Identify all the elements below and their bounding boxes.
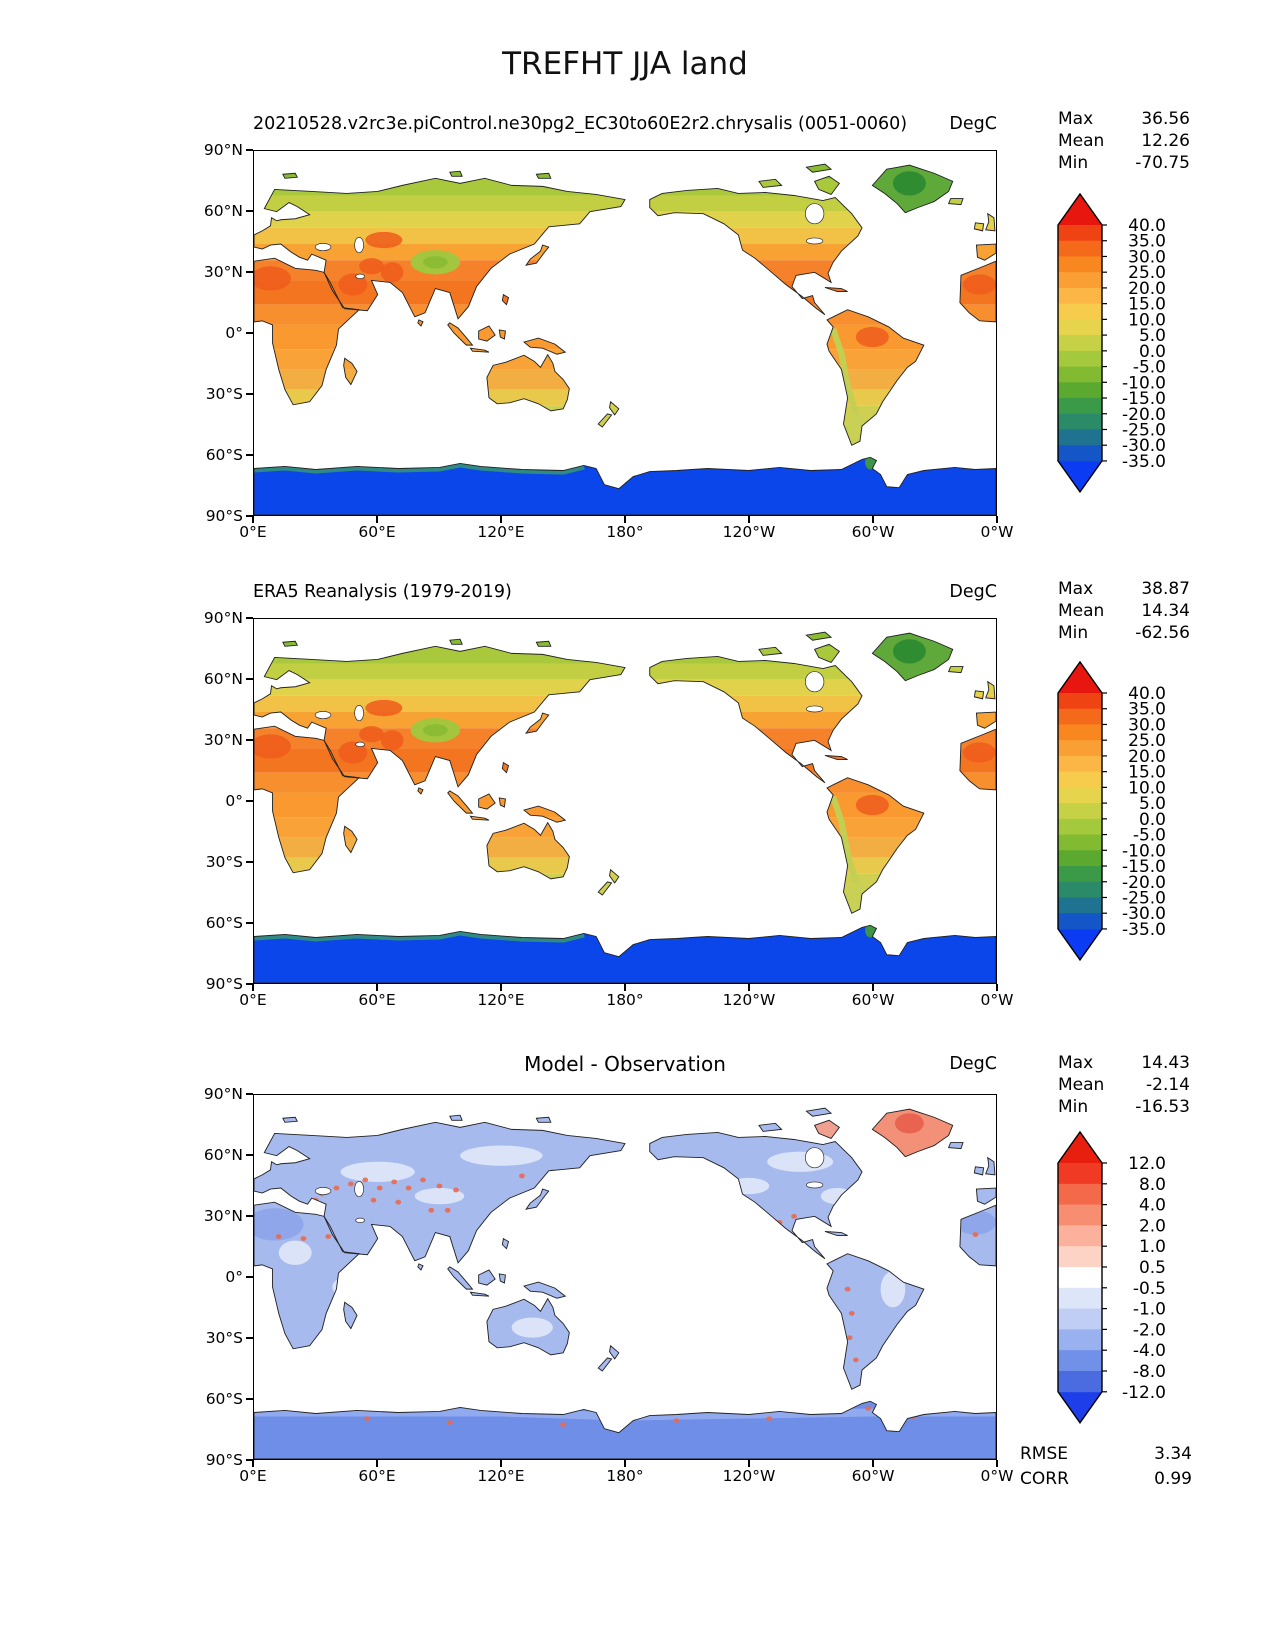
lon-tick-label: 0°E [239, 1467, 267, 1485]
stat-max-label: Max [1058, 109, 1094, 129]
colorbar-svg [1056, 190, 1216, 495]
lat-tick-label: 30°S [205, 853, 243, 871]
colorbar-tick-label: 30.0 [1128, 715, 1166, 736]
colorbar-tick-label: 30.0 [1128, 247, 1166, 268]
lon-tickmark [376, 516, 378, 523]
lat-tickmark [246, 739, 253, 741]
panel1-stats [1058, 108, 1190, 174]
panel1-map-svg [254, 151, 996, 515]
stat-max-value: 38.87 [1141, 579, 1190, 599]
colorbar-tick-label: 8.0 [1138, 1174, 1166, 1195]
stat-min-row [1058, 1096, 1190, 1118]
lat-tick-label: 30°S [205, 1329, 243, 1347]
lon-tick-label: 180° [606, 991, 644, 1009]
panel1-colorbar [1056, 190, 1216, 499]
stat-min-row [1058, 622, 1190, 644]
colorbar-tick-label: -35.0 [1122, 451, 1166, 472]
colorbar-tick-label: 25.0 [1128, 263, 1166, 284]
stat-mean-row [1058, 1074, 1190, 1096]
colorbar-tick-label: 10.0 [1128, 310, 1166, 331]
panel2-colorbar [1056, 658, 1216, 967]
lat-tick-label: 0° [225, 1268, 243, 1286]
colorbar-tick-label: 15.0 [1128, 762, 1166, 783]
colorbar-tick-label: -30.0 [1122, 436, 1166, 457]
lon-tickmark [624, 984, 626, 991]
panel1-title: 20210528.v2rc3e.piControl.ne30pg2_EC30to60E2r2.chrysalis (0051-0060) [253, 114, 908, 134]
colorbar-tick-label: -4.0 [1132, 1341, 1166, 1362]
metrics-block [1020, 1442, 1192, 1492]
lat-tick-label: 30°N [203, 263, 243, 281]
panel1-map [253, 150, 997, 516]
panel3-title: Model - Observation [524, 1052, 726, 1076]
colorbar-tick-label: 35.0 [1128, 699, 1166, 720]
lon-tickmark [376, 1460, 378, 1467]
colorbar-tick-label: 4.0 [1138, 1195, 1166, 1216]
lat-tickmark [246, 1154, 253, 1156]
colorbar-tick-label: -35.0 [1122, 919, 1166, 940]
lat-tick-label: 30°N [203, 1207, 243, 1225]
lon-tickmark [252, 516, 254, 523]
stat-mean-value: 14.34 [1141, 601, 1190, 621]
stat-mean-label: Mean [1058, 1075, 1105, 1095]
lat-tickmark [246, 922, 253, 924]
colorbar-tick-label: -30.0 [1122, 904, 1166, 925]
colorbar-tick-label: -8.0 [1132, 1361, 1166, 1382]
lon-tick-label: 120°W [722, 991, 776, 1009]
colorbar-tick-label: -5.0 [1132, 825, 1166, 846]
panel2-stats [1058, 578, 1190, 644]
stat-max-value: 36.56 [1141, 109, 1190, 129]
lon-tickmark [748, 984, 750, 991]
lat-tick-label: 0° [225, 792, 243, 810]
stat-mean-row [1058, 130, 1190, 152]
corr-value: 0.99 [1154, 1469, 1192, 1489]
lon-tickmark [500, 984, 502, 991]
rmse-label: RMSE [1020, 1444, 1069, 1464]
lat-tickmark [246, 1398, 253, 1400]
lat-tickmark [246, 617, 253, 619]
lon-tick-label: 60°W [851, 523, 895, 541]
colorbar-tick-label: 20.0 [1128, 746, 1166, 767]
lon-tickmark [500, 1460, 502, 1467]
lat-tick-label: 60°S [205, 1390, 243, 1408]
colorbar-tick-label: -15.0 [1122, 857, 1166, 878]
colorbar-tick-label: 35.0 [1128, 231, 1166, 252]
panel3-colorbar [1056, 1128, 1216, 1430]
colorbar-tick-label: 10.0 [1128, 778, 1166, 799]
lon-tickmark [500, 516, 502, 523]
colorbar-tick-label: -1.0 [1132, 1299, 1166, 1320]
lat-tick-label: 60°N [203, 202, 243, 220]
lat-tickmark [246, 393, 253, 395]
stat-min-value: -62.56 [1135, 623, 1190, 643]
panel2-map-svg [254, 619, 996, 983]
stat-max-value: 14.43 [1141, 1053, 1190, 1073]
stat-min-label: Min [1058, 153, 1089, 173]
lat-tick-label: 90°S [205, 1451, 243, 1469]
lon-tick-label: 180° [606, 523, 644, 541]
lon-tickmark [624, 1460, 626, 1467]
lat-tick-label: 60°S [205, 914, 243, 932]
stat-max-label: Max [1058, 579, 1094, 599]
colorbar-tick-label: 5.0 [1138, 326, 1166, 347]
stat-max-row [1058, 108, 1190, 130]
colorbar-tick-label: 0.5 [1138, 1257, 1166, 1278]
lon-tickmark [872, 516, 874, 523]
lat-tickmark [246, 1337, 253, 1339]
lon-tick-label: 0°W [980, 1467, 1014, 1485]
lat-tick-label: 90°S [205, 975, 243, 993]
lat-tickmark [246, 800, 253, 802]
lat-tickmark [246, 1093, 253, 1095]
lon-tickmark [872, 984, 874, 991]
stat-max-row [1058, 578, 1190, 600]
stat-mean-label: Mean [1058, 131, 1105, 151]
lon-tick-label: 120°E [477, 991, 525, 1009]
lon-tick-label: 120°E [477, 1467, 525, 1485]
lat-tickmark [246, 454, 253, 456]
colorbar-tick-label: 2.0 [1138, 1216, 1166, 1237]
colorbar-svg [1056, 658, 1216, 963]
lon-tickmark [996, 1460, 998, 1467]
lon-tickmark [872, 1460, 874, 1467]
lon-tick-label: 180° [606, 1467, 644, 1485]
colorbar-tick-label: -12.0 [1122, 1382, 1166, 1403]
lon-tick-label: 60°E [358, 991, 396, 1009]
lon-tickmark [252, 984, 254, 991]
panel3-map-svg [254, 1095, 996, 1459]
lon-tick-label: 60°W [851, 1467, 895, 1485]
lat-tick-label: 60°N [203, 1146, 243, 1164]
lon-tick-label: 0°W [980, 991, 1014, 1009]
colorbar-tick-label: 0.0 [1138, 341, 1166, 362]
lat-tick-label: 0° [225, 324, 243, 342]
lat-tickmark [246, 149, 253, 151]
lon-tickmark [624, 516, 626, 523]
stat-min-row [1058, 152, 1190, 174]
corr-row [1020, 1467, 1192, 1492]
colorbar-tick-label: 15.0 [1128, 294, 1166, 315]
lat-tickmark [246, 678, 253, 680]
lat-tick-label: 90°N [203, 609, 243, 627]
stat-min-label: Min [1058, 1097, 1089, 1117]
stat-mean-value: -2.14 [1146, 1075, 1190, 1095]
lon-tick-label: 0°E [239, 991, 267, 1009]
panel1-units-label: DegC [949, 114, 997, 134]
lat-tickmark [246, 1215, 253, 1217]
colorbar-tick-label: 12.0 [1128, 1153, 1166, 1174]
colorbar-tick-label: 5.0 [1138, 794, 1166, 815]
colorbar-tick-label: 1.0 [1138, 1237, 1166, 1258]
lon-tickmark [376, 984, 378, 991]
colorbar-svg [1056, 1128, 1216, 1426]
lat-tick-label: 30°S [205, 385, 243, 403]
lon-tick-label: 60°E [358, 1467, 396, 1485]
lon-tick-label: 0°E [239, 523, 267, 541]
figure-title: TREFHT JJA land [502, 46, 748, 82]
panel2-map [253, 618, 997, 984]
lon-tickmark [996, 516, 998, 523]
colorbar-tick-label: -2.0 [1132, 1320, 1166, 1341]
colorbar-tick-label: -25.0 [1122, 420, 1166, 441]
stat-max-row [1058, 1052, 1190, 1074]
stat-min-value: -16.53 [1135, 1097, 1190, 1117]
panel3-map [253, 1094, 997, 1460]
lon-tick-label: 120°W [722, 523, 776, 541]
colorbar-tick-label: -0.5 [1132, 1278, 1166, 1299]
colorbar-tick-label: -5.0 [1132, 357, 1166, 378]
panel3-units-label: DegC [949, 1054, 997, 1074]
stat-mean-label: Mean [1058, 601, 1105, 621]
lon-tick-label: 60°E [358, 523, 396, 541]
lat-tickmark [246, 210, 253, 212]
lon-tick-label: 120°W [722, 1467, 776, 1485]
lat-tick-label: 90°N [203, 141, 243, 159]
stat-mean-row [1058, 600, 1190, 622]
lon-tickmark [252, 1460, 254, 1467]
rmse-row [1020, 1442, 1192, 1467]
lon-tickmark [996, 984, 998, 991]
colorbar-tick-label: 25.0 [1128, 731, 1166, 752]
lon-tick-label: 0°W [980, 523, 1014, 541]
colorbar-tick-label: 0.0 [1138, 809, 1166, 830]
panel2-units-label: DegC [949, 582, 997, 602]
lat-tickmark [246, 271, 253, 273]
lon-tickmark [748, 1460, 750, 1467]
stat-max-label: Max [1058, 1053, 1094, 1073]
lon-tick-label: 60°W [851, 991, 895, 1009]
lat-tick-label: 90°N [203, 1085, 243, 1103]
lon-tickmark [748, 516, 750, 523]
colorbar-tick-label: -25.0 [1122, 888, 1166, 909]
colorbar-tick-label: 40.0 [1128, 215, 1166, 236]
colorbar-tick-label: -10.0 [1122, 373, 1166, 394]
lat-tick-label: 60°N [203, 670, 243, 688]
lat-tick-label: 60°S [205, 446, 243, 464]
colorbar-tick-label: 40.0 [1128, 683, 1166, 704]
panel3-stats [1058, 1052, 1190, 1118]
rmse-value: 3.34 [1154, 1444, 1192, 1464]
colorbar-tick-label: -15.0 [1122, 389, 1166, 410]
lat-tickmark [246, 332, 253, 334]
colorbar-tick-label: -10.0 [1122, 841, 1166, 862]
stat-min-label: Min [1058, 623, 1089, 643]
lat-tick-label: 90°S [205, 507, 243, 525]
stat-mean-value: 12.26 [1141, 131, 1190, 151]
colorbar-tick-label: -20.0 [1122, 404, 1166, 425]
colorbar-tick-label: -20.0 [1122, 872, 1166, 893]
stat-min-value: -70.75 [1135, 153, 1190, 173]
lat-tickmark [246, 861, 253, 863]
lat-tick-label: 30°N [203, 731, 243, 749]
corr-label: CORR [1020, 1469, 1069, 1489]
lon-tick-label: 120°E [477, 523, 525, 541]
panel2-title: ERA5 Reanalysis (1979-2019) [253, 582, 512, 602]
lat-tickmark [246, 1276, 253, 1278]
colorbar-tick-label: 20.0 [1128, 278, 1166, 299]
